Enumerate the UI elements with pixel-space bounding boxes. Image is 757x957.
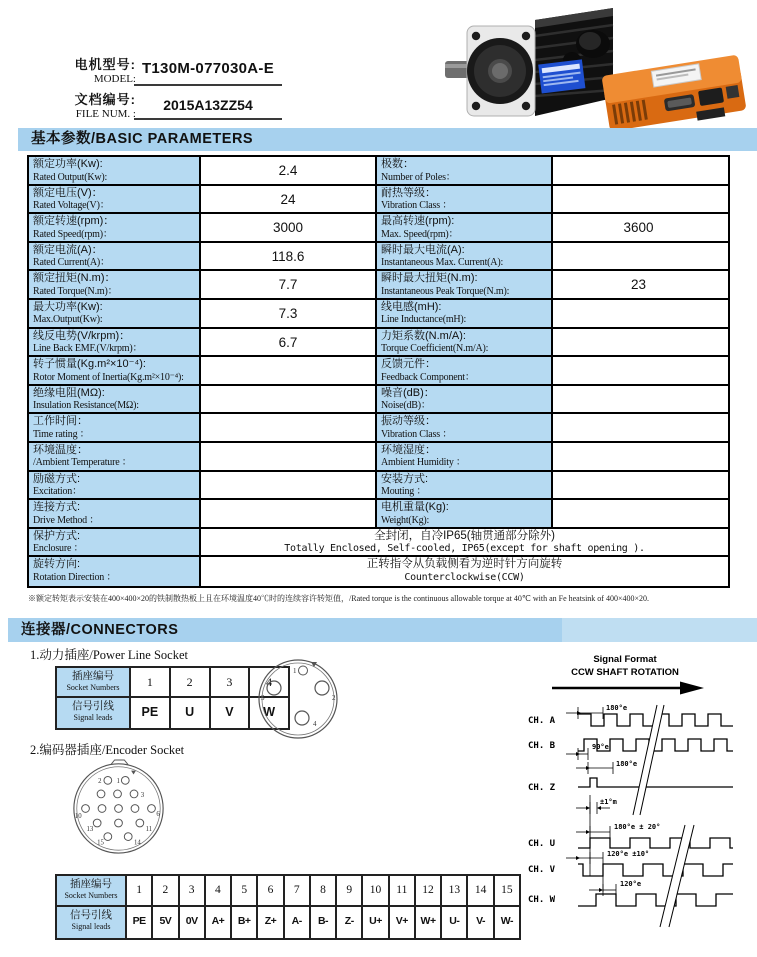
param-value-left	[201, 500, 377, 527]
socket-number-cell: 6	[256, 876, 282, 905]
motor-nameplate	[538, 59, 585, 93]
model-label-en: MODEL:	[93, 73, 136, 85]
table-row	[29, 500, 728, 529]
param-label-right	[377, 472, 553, 499]
param-value-right	[553, 243, 724, 270]
driver-photo	[597, 53, 752, 133]
signal-lead-cell: V+	[388, 907, 414, 938]
param-label-en: Insulation Resistance(MΩ):	[33, 400, 139, 412]
param-label-zh: 瞬时最大电流(A):	[381, 243, 465, 256]
param-label-zh: 环境温度：	[33, 443, 88, 456]
param-value-right	[553, 300, 724, 327]
param-label-zh: 转子惯量(Kg.m²×10⁻⁴):	[33, 358, 146, 371]
param-value-left	[201, 357, 377, 384]
param-label-left	[29, 357, 201, 384]
encoder-connector-diagram	[70, 757, 167, 858]
param-label-en: Vibration Class ：	[381, 428, 452, 440]
param-value-right	[553, 472, 724, 499]
param-label-zh: 最大功率(Kw):	[33, 300, 103, 313]
param-label-en: /Ambient Temperature ：	[33, 457, 132, 469]
signal-lead-cell: Z+	[256, 907, 282, 938]
encoder-socket-heading: 2.编码器插座/Encoder Socket	[30, 743, 185, 757]
rotation-value	[201, 557, 728, 586]
table-row	[29, 214, 728, 243]
param-value-left: 2.4	[201, 157, 377, 184]
param-label-en: Torque Coefficient(N.m/A):	[381, 343, 489, 355]
param-value-left	[201, 443, 377, 470]
param-value-left	[201, 472, 377, 499]
signal-lead-cell: W+	[414, 907, 440, 938]
signal-lead-cell: W-	[493, 907, 519, 938]
param-value-left: 3000	[201, 214, 377, 241]
dimension-annotation	[576, 823, 660, 838]
socket-number-cell: 4	[204, 876, 230, 905]
svg-text:180°e: 180°e	[606, 704, 628, 712]
table-row	[29, 357, 728, 386]
svg-text:3: 3	[140, 791, 145, 799]
socket-number-cell: 8	[309, 876, 335, 905]
param-label-en: Vibration Class ：	[381, 200, 452, 212]
param-label-right	[377, 329, 553, 356]
svg-text:1: 1	[293, 667, 297, 675]
param-label-right	[377, 186, 553, 213]
signal-leads-header: 信号引线 Signal leads	[57, 698, 129, 728]
param-label-en: Number of Poles：	[381, 171, 456, 183]
param-label-left	[29, 329, 201, 356]
svg-text:4: 4	[313, 720, 317, 728]
svg-text:CH. V: CH. V	[528, 865, 556, 875]
key-mark-icon	[131, 771, 136, 775]
socket-number-cell: 9	[335, 876, 361, 905]
param-value-left: 118.6	[201, 243, 377, 270]
svg-text:CH. A: CH. A	[528, 716, 556, 726]
param-label-zh: 额定转速(rpm)：	[33, 215, 115, 228]
param-value-left: 6.7	[201, 329, 377, 356]
socket-numbers-header: 插座编号 Socket Numbers	[57, 876, 125, 905]
param-label-zh: 励磁方式:	[33, 472, 81, 485]
signal-lead-cell: U	[169, 698, 209, 728]
signal-lead-cell: A-	[283, 907, 309, 938]
param-label-en: Weight(Kg):	[381, 514, 430, 526]
param-label-en: Drive Method ：	[33, 514, 100, 526]
param-label-right	[377, 214, 553, 241]
param-label-left	[29, 386, 201, 413]
svg-text:CH. W: CH. W	[528, 895, 556, 905]
socket-number-cell: 5	[230, 876, 256, 905]
param-label-en: Max. Speed(rpm)：	[381, 228, 459, 240]
param-label-right	[377, 243, 553, 270]
param-label-en: Rated Output(Kw):	[33, 171, 108, 183]
param-value-right: 23	[630, 277, 647, 293]
param-label-right	[377, 443, 553, 470]
param-label-left	[29, 186, 201, 213]
svg-text:±1°m: ±1°m	[600, 798, 617, 806]
signal-lead-cell: PE	[129, 698, 169, 728]
svg-text:180°e: 180°e	[616, 760, 638, 768]
param-label-en: Ambient Humidity ：	[381, 457, 466, 469]
param-label-zh: 环境湿度：	[381, 443, 436, 456]
param-label-zh: 额定电流(A)：	[33, 243, 103, 256]
socket-number-cell: 1	[125, 876, 151, 905]
param-label-zh: 线反电势(V/krpm)：	[33, 329, 131, 342]
param-label-en: Noise(dB)：	[381, 400, 431, 412]
param-label-left	[29, 443, 201, 470]
svg-text:CH. U: CH. U	[528, 839, 556, 849]
param-label-en: Max.Output(Kw):	[33, 314, 103, 326]
param-label-zh: 额定扭矩(N.m)：	[33, 272, 116, 285]
socket-number-cell: 3	[209, 668, 249, 696]
signal-lead-cell: 5V	[151, 907, 177, 938]
param-label-zh: 工作时间：	[33, 415, 88, 428]
param-label-right	[377, 357, 553, 384]
param-value-left: 7.3	[201, 300, 377, 327]
svg-text:Signal Format: Signal Format	[593, 654, 657, 665]
table-row	[29, 157, 728, 186]
encoder-socket-table	[55, 874, 521, 940]
section-title-connectors: 连接器/CONNECTORS	[21, 622, 179, 638]
socket-numbers-row	[57, 876, 519, 907]
dimension-annotation	[566, 704, 627, 719]
table-row	[29, 271, 728, 300]
param-label-en: Rotation Direction ：	[33, 571, 117, 583]
file-label-en: FILE NUM. :	[75, 108, 136, 120]
socket-number-cell: 7	[283, 876, 309, 905]
param-value-right	[553, 329, 724, 356]
file-label-zh: 文档编号:	[74, 92, 136, 107]
param-label-en: Mouting ：	[381, 486, 427, 498]
table-row	[29, 386, 728, 415]
signal-lead-cell: 0V	[178, 907, 204, 938]
basic-parameters-rows	[29, 157, 728, 529]
file-value: 2015A13ZZ54	[134, 86, 282, 120]
signal-format-diagram	[520, 650, 757, 957]
param-value-left: 7.7	[201, 271, 377, 298]
table-row	[29, 443, 728, 472]
rotation-row	[29, 557, 728, 586]
param-label-en: Rotor Moment of Inertia(Kg.m²×10⁻⁴):	[33, 371, 184, 383]
param-label-left	[29, 472, 201, 499]
signal-lead-cell: B+	[230, 907, 256, 938]
dimension-annotation	[566, 850, 649, 864]
param-label-en: Rated Speed(rpm)：	[33, 228, 113, 240]
param-value-right	[553, 186, 724, 213]
break-mark	[633, 705, 664, 815]
svg-text:10: 10	[74, 813, 82, 821]
file-label	[40, 89, 136, 120]
socket-number-cell: 2	[151, 876, 177, 905]
param-label-zh: 耐热等级：	[381, 186, 436, 199]
param-value-right: 3600	[623, 220, 654, 236]
dimension-annotation	[576, 798, 617, 814]
socket-number-cell: 10	[361, 876, 387, 905]
param-label-en: Enclosure ：	[33, 543, 84, 555]
param-label-en: Rated Voltage(V)：	[33, 200, 110, 212]
param-label-zh: 瞬时最大扭矩(N.m):	[381, 272, 478, 285]
table-row	[29, 186, 728, 215]
param-label-zh: 绝缘电阻(MΩ):	[33, 386, 105, 399]
footnote: ※额定转矩表示安装在400×400×20的铁制散热板上且在环境温度40℃时的连续容许转矩值，/Rated torque is the continuous allowable torque at 40℃ with an Fe heatsink of 400×400×20.	[28, 594, 649, 603]
signal-lead-cell: A+	[204, 907, 230, 938]
socket-numbers-header: 插座编号 Socket Numbers	[57, 668, 129, 696]
model-label	[40, 54, 136, 85]
waveform-channel-v	[578, 864, 733, 876]
svg-text:15: 15	[97, 839, 104, 847]
param-label-zh: 安装方式:	[381, 472, 429, 485]
svg-text:CCW SHAFT ROTATION: CCW SHAFT ROTATION	[571, 667, 679, 678]
param-label-left	[29, 214, 201, 241]
enclosure-value-zh: 全封闭，自冷IP65(轴贯通部分除外)	[374, 529, 555, 542]
param-label-right	[377, 386, 553, 413]
param-label-zh: 额定功率(Kw):	[33, 158, 103, 170]
param-label-left	[29, 557, 201, 586]
waveform-channel-w	[578, 894, 733, 906]
table-row	[29, 329, 728, 358]
section-bar-connectors	[8, 618, 757, 642]
param-label-zh: 噪音(dB)：	[381, 386, 435, 399]
param-label-zh: 振动等级：	[381, 415, 436, 428]
param-value-right	[553, 357, 724, 384]
param-label-en: Rated Torque(N.m)：	[33, 285, 118, 297]
svg-text:14: 14	[134, 839, 141, 847]
basic-parameters-table	[27, 155, 730, 588]
param-value-right	[553, 157, 724, 184]
param-value-left	[201, 386, 377, 413]
param-label-en: Feedback Component：	[381, 371, 475, 383]
signal-lead-cell: V	[209, 698, 249, 728]
param-label-zh: 额定电压(V)：	[33, 186, 103, 199]
rotation-value-en: Counterclockwise(CCW)	[404, 571, 525, 583]
signal-lead-cell: PE	[125, 907, 151, 938]
dimension-annotation	[576, 760, 637, 774]
param-value-left: 24	[201, 186, 377, 213]
param-label-right	[377, 300, 553, 327]
model-value: T130M-077030A-E	[134, 52, 282, 86]
socket-number-cell: 13	[440, 876, 466, 905]
param-label-en: Excitation：	[33, 486, 82, 498]
signal-leads-header: 信号引线 Signal leads	[57, 907, 125, 938]
signal-lead-cell: U+	[361, 907, 387, 938]
waveform-channel-z	[578, 778, 733, 787]
param-label-en: Instantaneous Max. Current(A):	[381, 257, 504, 269]
svg-text:13: 13	[86, 825, 94, 833]
param-label-en: Line Inductance(mH):	[381, 314, 467, 326]
signal-lead-cell: B-	[309, 907, 335, 938]
rotation-arrow-head-icon	[680, 682, 704, 695]
enclosure-row	[29, 529, 728, 558]
svg-text:CH. B: CH. B	[528, 741, 556, 751]
socket-number-cell: 14	[466, 876, 492, 905]
param-label-zh: 反馈元件：	[381, 358, 436, 371]
param-label-zh: 线电感(mH):	[381, 300, 442, 313]
model-label-zh: 电机型号:	[74, 57, 136, 72]
param-label-left	[29, 414, 201, 441]
param-label-zh: 连接方式:	[33, 501, 81, 514]
power-socket-heading: 1.动力插座/Power Line Socket	[30, 648, 188, 662]
svg-text:6: 6	[156, 811, 160, 819]
svg-text:2: 2	[98, 778, 102, 786]
enclosure-value-en: Totally Enclosed, Self-cooled, IP65(except for shaft opening ).	[284, 543, 645, 555]
waveform-channel-u	[578, 838, 733, 848]
param-label-zh: 极数：	[381, 158, 414, 170]
svg-text:120°e ±10°: 120°e ±10°	[607, 850, 650, 858]
param-label-zh: 力矩系数(N.m/A):	[381, 329, 466, 342]
param-value-left	[201, 414, 377, 441]
enclosure-value	[201, 529, 728, 556]
table-row	[29, 414, 728, 443]
svg-text:3: 3	[261, 694, 265, 702]
param-label-right	[377, 414, 553, 441]
param-label-left	[29, 243, 201, 270]
param-label-en: Instantaneous Peak Torque(N.m):	[381, 285, 510, 297]
signal-lead-cell: U-	[440, 907, 466, 938]
param-value-right	[553, 443, 724, 470]
svg-text:90°e: 90°e	[592, 743, 609, 751]
section-title-basic-parameters: 基本参数/BASIC PARAMETERS	[31, 131, 254, 147]
param-label-en: Rated Current(A)：	[33, 257, 110, 269]
socket-number-cell: 4	[248, 668, 288, 696]
bar-highlight	[562, 618, 757, 642]
socket-number-cell: 11	[388, 876, 414, 905]
svg-text:CH. Z: CH. Z	[528, 783, 556, 793]
param-label-zh: 保护方式:	[33, 529, 81, 542]
socket-number-cell: 2	[169, 668, 209, 696]
param-value-right	[553, 414, 724, 441]
param-label-right	[377, 500, 553, 527]
param-label-right	[377, 271, 553, 298]
rotation-value-zh: 正转指令从负载侧看为逆时针方向旋转	[366, 558, 563, 571]
param-label-left	[29, 500, 201, 527]
signal-lead-cell: Z-	[335, 907, 361, 938]
svg-text:2: 2	[332, 694, 336, 702]
param-label-zh: 最高转速(rpm):	[381, 215, 455, 228]
param-label-zh: 旋转方向:	[33, 558, 81, 571]
param-label-left	[29, 157, 201, 184]
socket-number-cell: 3	[178, 876, 204, 905]
power-connector-diagram	[246, 657, 351, 741]
socket-number-cell: 12	[414, 876, 440, 905]
param-label-left	[29, 300, 201, 327]
param-value-right	[553, 500, 724, 527]
socket-number-cell: 1	[129, 668, 169, 696]
svg-text:180°e ± 20°: 180°e ± 20°	[614, 823, 661, 831]
param-label-left	[29, 271, 201, 298]
table-row	[29, 243, 728, 272]
param-label-en: Time rating ：	[33, 428, 90, 440]
socket-number-cell: 15	[493, 876, 519, 905]
table-row	[29, 472, 728, 501]
signal-lead-cell: V-	[466, 907, 492, 938]
svg-text:11: 11	[145, 825, 153, 833]
param-label-en: Line Back EMF.(V/krpm)：	[33, 343, 143, 355]
param-value-right	[553, 386, 724, 413]
section-bar-basic-parameters	[18, 128, 757, 151]
signal-lead-cell: W	[248, 698, 288, 728]
svg-text:120°e: 120°e	[620, 880, 642, 888]
svg-text:1: 1	[116, 778, 120, 786]
param-label-zh: 电机重量(Kg):	[381, 501, 449, 514]
table-row	[29, 300, 728, 329]
param-label-left	[29, 529, 201, 556]
param-label-right	[377, 157, 553, 184]
signal-leads-row	[57, 907, 519, 938]
